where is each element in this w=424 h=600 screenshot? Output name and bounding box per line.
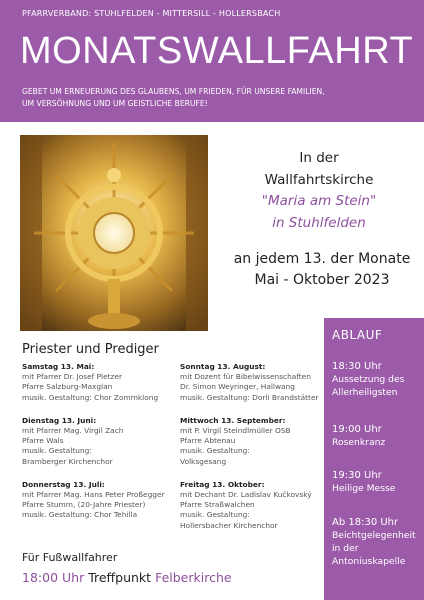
entry-line: mit Dozent für Bibelwissenschaften	[180, 372, 311, 382]
entry-line: Hollersbacher Kirchenchor	[180, 520, 278, 530]
dates-line-1: an jedem 13. der Monate	[233, 251, 411, 267]
entry-day: Sonntag 13. August:	[180, 362, 266, 371]
priests-heading: Priester und Prediger	[22, 342, 159, 357]
prayer-intentions	[22, 86, 418, 109]
entry-line: musik. Gestaltung: Chor Tehilla	[22, 510, 138, 520]
entry-day: Freitag 13. Oktober:	[180, 479, 265, 489]
entry-line: musik. Gestaltung:	[180, 510, 250, 520]
parish-association: PFARRVERBAND: STUHLFELDEN - MITTERSILL - HOLLERSBACH	[22, 9, 281, 18]
entry-line: musik. Gestaltung:	[22, 446, 92, 456]
pilgrims-heading: Für Fußwallfahrer	[22, 551, 118, 564]
priest-entry	[180, 362, 322, 403]
priests-left-column	[22, 362, 172, 534]
prayer-intentions-line-1: GEBET UM ERNEUERUNG DES GLAUBENS, UM FRIEDEN, FÜR UNSERE FAMILIEN,	[22, 87, 325, 96]
church-info	[222, 148, 416, 234]
entry-line: Pfarre Straßwalchen	[180, 500, 255, 510]
schedule-item	[332, 516, 422, 568]
entry-day: Mittwoch 13. September:	[180, 415, 286, 425]
entry-line: mit Pfarrer Mag. Virgil Zach	[22, 426, 124, 436]
schedule-text: Heilige Messe	[332, 483, 396, 494]
entry-line: musik. Gestaltung: Chor Zommklong	[22, 392, 159, 402]
schedule-time: Ab 18:30 Uhr	[332, 517, 399, 528]
entry-line: musik. Gestaltung:	[180, 446, 250, 456]
entry-line: musik. Gestaltung: Dorli Brandstätter	[180, 392, 319, 402]
church-name: "Maria am Stein"	[261, 193, 377, 209]
pilgrims-text: Treffpunkt	[84, 570, 156, 585]
priests-right-column	[180, 362, 322, 544]
priest-entry	[180, 480, 322, 531]
schedule-text: Rosenkranz	[332, 437, 386, 448]
entry-day: Samstag 13. Mai:	[22, 362, 95, 371]
entry-line: Pfarre Stumm, (20-Jahre Priester)	[22, 500, 146, 510]
entry-line: Pfarre Wals	[22, 436, 64, 446]
entry-line: Volksgesang	[180, 456, 227, 466]
entry-line: mit Dechant Dr. Ladislav Kučkovský	[180, 490, 312, 500]
entry-line: mit Pfarrer Dr. Josef Pletzer	[22, 372, 123, 382]
monstrance-image	[20, 135, 208, 331]
pilgrims-time: 18:00 Uhr	[22, 570, 85, 585]
entry-line: Pfarre Salzburg-Maxglan	[22, 382, 113, 392]
schedule-title: ABLAUF	[332, 328, 383, 342]
entry-line: Pfarre Abtenau	[180, 436, 236, 446]
schedule-time: 19:30 Uhr	[332, 470, 382, 481]
entry-line: mit Pfarrer Mag. Hans Peter Proßegger	[22, 490, 165, 500]
monstrance-photo	[20, 135, 208, 331]
priest-entry	[180, 416, 322, 467]
schedule-text: Aussetzung des Allerheiligsten	[332, 374, 405, 398]
schedule-item	[332, 360, 422, 399]
church-location: in Stuhlfelden	[272, 214, 366, 231]
dates-info	[222, 249, 422, 291]
schedule-time: 18:30 Uhr	[332, 361, 382, 372]
priest-entry	[22, 480, 172, 521]
dates-line-2: Mai - Oktober 2023	[254, 272, 390, 288]
church-line-2: Wallfahrtskirche	[264, 171, 374, 188]
entry-line: mit P. Virgil Steindlmüller OSB	[180, 426, 291, 436]
entry-day: Dienstag 13. Juni:	[22, 415, 97, 425]
schedule-text: Beichtgelegenheit in der Antoniuskapelle	[332, 530, 416, 567]
entry-line: Dr. Simon Weyringer, Hallwang	[180, 382, 295, 392]
prayer-intentions-line-2: UM VERSÖHNUNG UND UM GEISTLICHE BERUFE!	[22, 98, 208, 108]
priest-entry	[22, 362, 172, 403]
page-title: MONATSWALLFAHRT	[20, 30, 414, 72]
header-banner	[0, 0, 424, 122]
pilgrims-place: Felberkirche	[155, 570, 232, 585]
schedule-item	[332, 423, 422, 449]
schedule-sidebar	[324, 318, 424, 600]
church-line-1: In der	[299, 150, 339, 166]
schedule-time: 19:00 Uhr	[332, 424, 382, 435]
schedule-item	[332, 469, 422, 495]
entry-line: Bramberger Kirchenchor	[22, 456, 113, 466]
pilgrims-meeting-point	[22, 570, 232, 585]
priest-entry	[22, 416, 172, 467]
entry-day: Donnerstag 13. Juli:	[22, 479, 105, 489]
